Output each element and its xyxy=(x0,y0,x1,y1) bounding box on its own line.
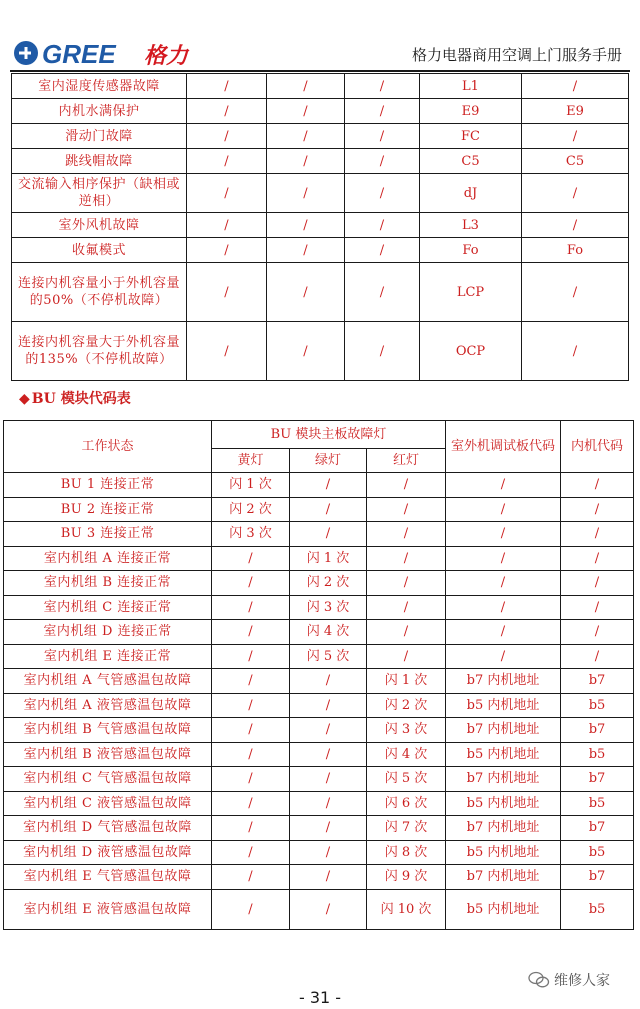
table-cell: 闪 1 次 xyxy=(212,473,290,498)
fault-name-cell: 室内湿度传感器故障 xyxy=(12,74,187,99)
table-cell: b7 内机地址 xyxy=(446,816,561,841)
table-cell: / xyxy=(446,595,561,620)
table-cell: / xyxy=(446,497,561,522)
table-row xyxy=(12,149,629,174)
table-cell: / xyxy=(345,74,420,99)
table-cell: b5 内机地址 xyxy=(446,840,561,865)
table-row xyxy=(12,174,629,213)
table-cell: b7 内机地址 xyxy=(446,767,561,792)
table-cell: Fo xyxy=(420,238,522,263)
table-cell: / xyxy=(267,174,345,213)
table-cell: / xyxy=(367,595,446,620)
brand-wordmark: GREE xyxy=(42,39,116,68)
watermark xyxy=(528,970,610,990)
table-cell: / xyxy=(267,74,345,99)
table-cell: 闪 2 次 xyxy=(367,693,446,718)
table-cell: / xyxy=(522,74,629,99)
table-cell: b5 xyxy=(561,693,634,718)
state-cell: BU 3 连接正常 xyxy=(4,522,212,547)
table-cell: / xyxy=(290,742,367,767)
diamond-icon: ◆ xyxy=(19,391,30,407)
table-cell: 闪 9 次 xyxy=(367,865,446,890)
table-cell: / xyxy=(290,473,367,498)
table-row xyxy=(4,889,634,929)
table-cell: 闪 6 次 xyxy=(367,791,446,816)
table-cell: / xyxy=(212,742,290,767)
table-cell: b7 xyxy=(561,669,634,694)
table-cell: / xyxy=(561,595,634,620)
table-cell: / xyxy=(212,669,290,694)
table-cell: / xyxy=(290,718,367,743)
state-cell: 室内机组 B 连接正常 xyxy=(4,571,212,596)
table-cell: / xyxy=(267,263,345,322)
table-cell: OCP xyxy=(420,322,522,381)
table-cell: 闪 2 次 xyxy=(290,571,367,596)
table-cell: L3 xyxy=(420,213,522,238)
fault-name-cell: 室外风机故障 xyxy=(12,213,187,238)
table-cell: / xyxy=(212,595,290,620)
table-cell: / xyxy=(290,497,367,522)
table-cell: / xyxy=(345,238,420,263)
table-row xyxy=(12,99,629,124)
table-cell: 闪 5 次 xyxy=(290,644,367,669)
fault-name-cell: 连接内机容量大于外机容量的135%（不停机故障） xyxy=(12,322,187,381)
fault-name-cell: 交流输入相序保护（缺相或逆相） xyxy=(12,174,187,213)
state-cell: 室内机组 B 液管感温包故障 xyxy=(4,742,212,767)
state-cell: 室内机组 B 气管感温包故障 xyxy=(4,718,212,743)
table-cell: / xyxy=(187,74,267,99)
table-cell: / xyxy=(187,238,267,263)
table-cell: / xyxy=(561,473,634,498)
table-cell: / xyxy=(187,124,267,149)
header-indoor-code: 内机代码 xyxy=(561,421,634,473)
table-cell: 闪 1 次 xyxy=(367,669,446,694)
table-cell: / xyxy=(290,669,367,694)
table-cell: / xyxy=(561,497,634,522)
table-cell: / xyxy=(212,865,290,890)
state-cell: 室内机组 A 气管感温包故障 xyxy=(4,669,212,694)
table-cell: 闪 5 次 xyxy=(367,767,446,792)
table-cell: / xyxy=(446,644,561,669)
table-cell: / xyxy=(290,840,367,865)
state-cell: 室内机组 D 液管感温包故障 xyxy=(4,840,212,865)
table-cell: / xyxy=(367,522,446,547)
state-cell: 室内机组 E 液管感温包故障 xyxy=(4,889,212,929)
state-cell: BU 2 连接正常 xyxy=(4,497,212,522)
fault-name-cell: 连接内机容量小于外机容量的50%（不停机故障） xyxy=(12,263,187,322)
table-cell: / xyxy=(187,263,267,322)
table-cell: b5 内机地址 xyxy=(446,791,561,816)
table-row xyxy=(4,693,634,718)
table-cell: 闪 8 次 xyxy=(367,840,446,865)
table-cell: 闪 3 次 xyxy=(367,718,446,743)
table-cell: b7 xyxy=(561,865,634,890)
table-cell: b7 xyxy=(561,718,634,743)
table-cell: b5 内机地址 xyxy=(446,742,561,767)
table-cell: / xyxy=(267,213,345,238)
table-cell: / xyxy=(345,124,420,149)
table-row xyxy=(4,718,634,743)
table-cell: / xyxy=(212,693,290,718)
table-cell: / xyxy=(522,263,629,322)
table-cell: / xyxy=(367,497,446,522)
table-cell: / xyxy=(212,840,290,865)
brand-cn-wordmark: 格力 xyxy=(144,44,189,68)
table-cell: / xyxy=(367,620,446,645)
table-cell: / xyxy=(522,322,629,381)
table-row xyxy=(12,213,629,238)
page-number: - 31 - xyxy=(298,988,342,1007)
table-row xyxy=(4,497,634,522)
table-row xyxy=(4,865,634,890)
table-cell: FC xyxy=(420,124,522,149)
table-cell: / xyxy=(367,571,446,596)
state-cell: 室内机组 A 连接正常 xyxy=(4,546,212,571)
table-row xyxy=(4,791,634,816)
table-cell: / xyxy=(290,791,367,816)
table-cell: / xyxy=(267,124,345,149)
table-cell: / xyxy=(290,889,367,929)
table-cell: / xyxy=(345,174,420,213)
header-lamp-group: BU 模块主板故障灯 xyxy=(212,421,446,449)
table-cell: Fo xyxy=(522,238,629,263)
table-cell: / xyxy=(267,99,345,124)
fault-name-cell: 跳线帽故障 xyxy=(12,149,187,174)
table-cell: / xyxy=(446,571,561,596)
state-cell: 室内机组 C 连接正常 xyxy=(4,595,212,620)
table-cell: / xyxy=(446,522,561,547)
table-row xyxy=(4,620,634,645)
table-cell: 闪 3 次 xyxy=(212,522,290,547)
table-row xyxy=(4,767,634,792)
table-row xyxy=(4,522,634,547)
state-cell: 室内机组 D 气管感温包故障 xyxy=(4,816,212,841)
fault-code-table xyxy=(11,73,629,381)
table-cell: / xyxy=(290,522,367,547)
table-row xyxy=(4,816,634,841)
table-cell: / xyxy=(522,124,629,149)
table-cell: b5 内机地址 xyxy=(446,693,561,718)
table-cell: / xyxy=(290,865,367,890)
table-cell: L1 xyxy=(420,74,522,99)
document-title: 格力电器商用空调上门服务手册 xyxy=(411,46,622,64)
table-cell: / xyxy=(212,571,290,596)
table-cell: / xyxy=(561,620,634,645)
state-cell: 室内机组 C 气管感温包故障 xyxy=(4,767,212,792)
table-cell: / xyxy=(290,816,367,841)
state-cell: 室内机组 C 液管感温包故障 xyxy=(4,791,212,816)
table-cell: / xyxy=(446,620,561,645)
table-cell: / xyxy=(561,546,634,571)
table-cell: 闪 10 次 xyxy=(367,889,446,929)
state-cell: 室内机组 D 连接正常 xyxy=(4,620,212,645)
table-cell: / xyxy=(345,213,420,238)
table-cell: / xyxy=(187,322,267,381)
table-cell: / xyxy=(187,149,267,174)
header-rule xyxy=(10,70,630,72)
fault-name-cell: 滑动门故障 xyxy=(12,124,187,149)
table-row xyxy=(4,546,634,571)
table-cell: / xyxy=(267,322,345,381)
page-header xyxy=(0,0,640,74)
state-cell: BU 1 连接正常 xyxy=(4,473,212,498)
state-cell: 室内机组 E 气管感温包故障 xyxy=(4,865,212,890)
header-red-lamp: 红灯 xyxy=(367,449,446,473)
table-row xyxy=(12,74,629,99)
table-cell: / xyxy=(187,174,267,213)
table-cell: b7 内机地址 xyxy=(446,865,561,890)
bu-section-title xyxy=(19,388,131,408)
gree-logo xyxy=(12,38,242,68)
fault-name-cell: 收氟模式 xyxy=(12,238,187,263)
table-cell: / xyxy=(345,263,420,322)
table-cell: 闪 7 次 xyxy=(367,816,446,841)
table-cell: / xyxy=(212,791,290,816)
table-cell: / xyxy=(367,473,446,498)
table-cell: / xyxy=(187,213,267,238)
header-outdoor-code: 室外机调试板代码 xyxy=(446,421,561,473)
table-cell: / xyxy=(367,644,446,669)
table-row xyxy=(4,473,634,498)
table-cell: / xyxy=(367,546,446,571)
table-cell: / xyxy=(522,213,629,238)
table-cell: 闪 3 次 xyxy=(290,595,367,620)
table-cell: / xyxy=(187,99,267,124)
table-cell: / xyxy=(345,149,420,174)
table-cell: b7 xyxy=(561,767,634,792)
table-cell: LCP xyxy=(420,263,522,322)
table-cell: / xyxy=(561,571,634,596)
table-row xyxy=(12,238,629,263)
table-row xyxy=(12,124,629,149)
table-cell: / xyxy=(290,767,367,792)
wechat-icon xyxy=(528,971,550,989)
header-yellow-lamp: 黄灯 xyxy=(212,449,290,473)
table-row xyxy=(12,322,629,381)
table-row xyxy=(4,840,634,865)
table-row xyxy=(4,742,634,767)
table-cell: 闪 4 次 xyxy=(290,620,367,645)
table-cell: b5 xyxy=(561,840,634,865)
table-cell: / xyxy=(212,644,290,669)
table-cell: / xyxy=(212,546,290,571)
table-cell: / xyxy=(267,149,345,174)
table-cell: / xyxy=(212,767,290,792)
table-cell: / xyxy=(561,522,634,547)
table-cell: / xyxy=(345,99,420,124)
table-cell: dJ xyxy=(420,174,522,213)
table-cell: b5 xyxy=(561,889,634,929)
table-row xyxy=(4,644,634,669)
table-cell: b7 内机地址 xyxy=(446,669,561,694)
table-cell: / xyxy=(212,816,290,841)
table-row xyxy=(12,263,629,322)
table-cell: / xyxy=(212,718,290,743)
table-row xyxy=(4,595,634,620)
fault-name-cell: 内机水满保护 xyxy=(12,99,187,124)
table-cell: 闪 4 次 xyxy=(367,742,446,767)
table-cell: 闪 2 次 xyxy=(212,497,290,522)
table-cell: / xyxy=(290,693,367,718)
table-cell: b7 xyxy=(561,816,634,841)
table-cell: b5 xyxy=(561,742,634,767)
table-row xyxy=(4,669,634,694)
state-cell: 室内机组 E 连接正常 xyxy=(4,644,212,669)
table-cell: E9 xyxy=(522,99,629,124)
table-cell: b5 xyxy=(561,791,634,816)
table-cell: / xyxy=(212,620,290,645)
table-cell: C5 xyxy=(522,149,629,174)
table-cell: / xyxy=(446,546,561,571)
table-cell: / xyxy=(212,889,290,929)
table-cell: / xyxy=(345,322,420,381)
header-state: 工作状态 xyxy=(4,421,212,473)
watermark-text: 维修人家 xyxy=(554,973,610,989)
state-cell: 室内机组 A 液管感温包故障 xyxy=(4,693,212,718)
table-cell: / xyxy=(522,174,629,213)
table-cell: C5 xyxy=(420,149,522,174)
bu-section-title-text: BU 模块代码表 xyxy=(31,391,131,407)
table-cell: / xyxy=(267,238,345,263)
header-green-lamp: 绿灯 xyxy=(290,449,367,473)
table-cell: b7 内机地址 xyxy=(446,718,561,743)
table-row xyxy=(4,571,634,596)
table-cell: / xyxy=(561,644,634,669)
table-cell: / xyxy=(446,473,561,498)
table-cell: b5 内机地址 xyxy=(446,889,561,929)
bu-code-table xyxy=(3,420,634,930)
table-cell: E9 xyxy=(420,99,522,124)
table-cell: 闪 1 次 xyxy=(290,546,367,571)
